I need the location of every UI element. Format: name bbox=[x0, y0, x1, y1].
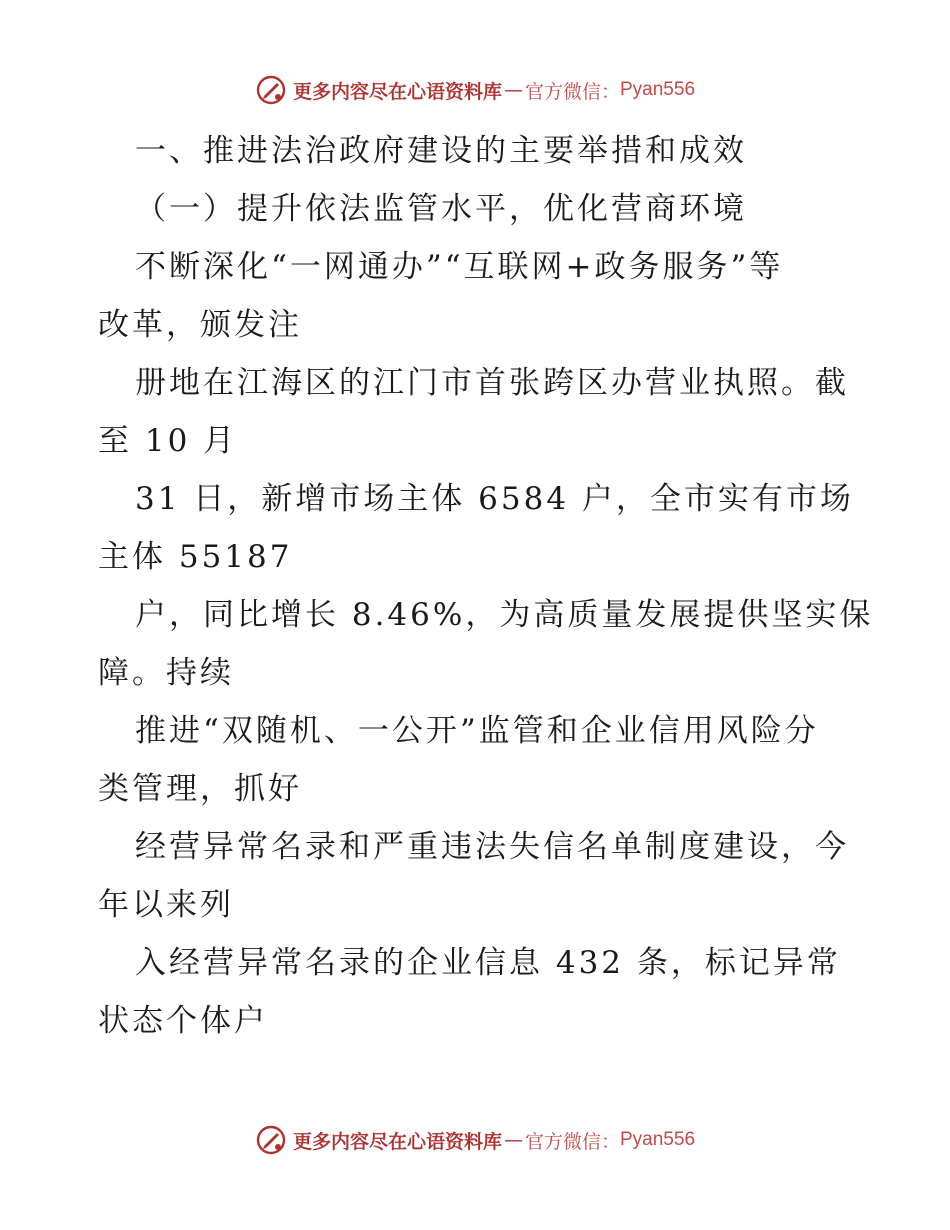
text-line: 类管理，抓好 bbox=[98, 771, 302, 807]
text-line: 主体 55187 bbox=[98, 539, 293, 575]
text-line: 至 10 月 bbox=[98, 423, 238, 459]
banner-brand-text: 更多内容尽在心语资料库 bbox=[292, 1130, 502, 1153]
quill-seal-icon bbox=[255, 74, 287, 106]
text-line: 31 日，新增市场主体 6584 户，全市实有市场 bbox=[135, 481, 854, 517]
footer-banner bbox=[0, 1120, 950, 1160]
text-line: 状态个体户 bbox=[98, 1003, 268, 1039]
text-line: 年以来列 bbox=[98, 887, 234, 923]
document-body bbox=[98, 122, 874, 1050]
section-heading: 一、推进法治政府建设的主要举措和成效 bbox=[135, 133, 747, 169]
banner-account: Pyan556 bbox=[620, 1129, 696, 1150]
text-line: 不断深化“一网通办”“互联网+政务服务”等 bbox=[135, 249, 784, 285]
banner-wechat-label: 官方微信： bbox=[524, 80, 620, 103]
text-line: 障。持续 bbox=[98, 655, 234, 691]
text-line: 经营异常名录和严重违法失信名单制度建设，今 bbox=[135, 829, 849, 865]
banner-separator: — bbox=[503, 1129, 523, 1151]
text-line: 入经营异常名录的企业信息 432 条，标记异常 bbox=[135, 945, 841, 981]
banner-brand-text: 更多内容尽在心语资料库 bbox=[292, 80, 502, 103]
banner-wechat-label: 官方微信： bbox=[524, 1130, 620, 1153]
header-banner bbox=[0, 70, 950, 110]
text-line: 册地在江海区的江门市首张跨区办营业执照。截 bbox=[135, 365, 849, 401]
text-line: 户，同比增长 8.46%，为高质量发展提供坚实保 bbox=[135, 597, 874, 633]
quill-seal-icon bbox=[255, 1124, 287, 1156]
text-line: 改革，颁发注 bbox=[98, 307, 302, 343]
subsection-heading: （一）提升依法监管水平，优化营商环境 bbox=[135, 191, 747, 227]
banner-account: Pyan556 bbox=[620, 79, 696, 100]
banner-separator: — bbox=[503, 79, 523, 101]
text-line: 推进“双随机、一公开”监管和企业信用风险分 bbox=[135, 713, 819, 749]
